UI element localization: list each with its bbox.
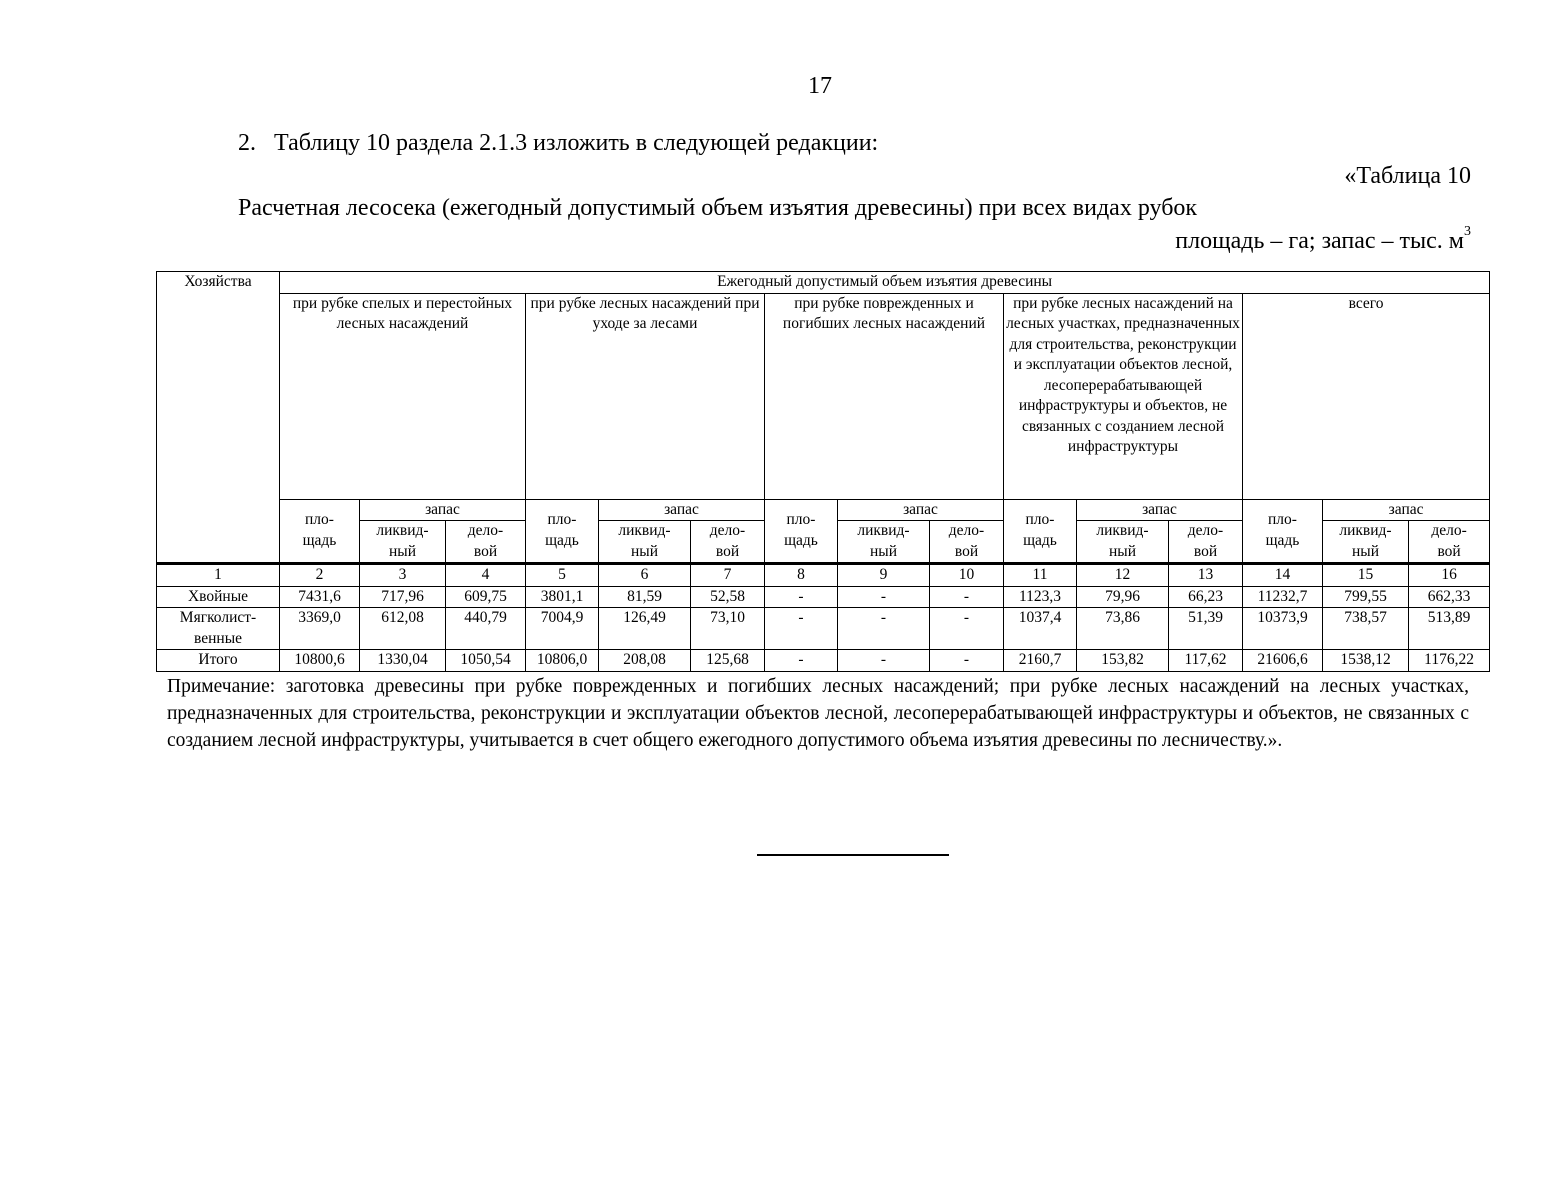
units-caption [1175,224,1471,255]
header-liquid: ликвид- ный [838,521,930,564]
header-area: пло- щадь [1004,499,1077,564]
page-number: 17 [808,73,832,99]
column-number: 5 [526,564,599,587]
header-group: при рубке спелых и перестойных лесных насаждений [280,293,526,499]
table-cell: 1123,3 [1004,586,1077,608]
table-cell: 11232,7 [1243,586,1323,608]
table-row [157,608,1490,650]
table-cell: 440,79 [446,608,526,650]
table-cell: - [930,608,1004,650]
units-text: площадь – га; запас – тыс. м [1175,228,1464,254]
header-liquid: ликвид- ный [360,521,446,564]
column-number: 14 [1243,564,1323,587]
header-group: при рубке лесных насаждений на лесных участках, предназначенных для строительства, реконструкции и эксплуатации объектов лесной, лесоперерабатывающей инфраструктуры и объектов, не связанных с созданием лесной инфраструктуры [1004,293,1243,499]
table-cell: - [930,586,1004,608]
header-farm: Хозяйства [157,272,280,564]
header-liquid: ликвид- ный [1077,521,1169,564]
table-cell: 738,57 [1323,608,1409,650]
table-title: Расчетная лесосека (ежегодный допустимый объем изъятия древесины) при всех видах рубок [238,195,1198,221]
header-business: дело- вой [691,521,765,564]
table-cell: 10373,9 [1243,608,1323,650]
table-cell: 1037,4 [1004,608,1077,650]
column-number: 6 [599,564,691,587]
header-group: всего [1243,293,1490,499]
column-number: 9 [838,564,930,587]
table-cell: 73,86 [1077,608,1169,650]
column-number: 8 [765,564,838,587]
table-cell: 2160,7 [1004,650,1077,672]
table-cell: 153,82 [1077,650,1169,672]
units-superscript: 3 [1464,224,1471,239]
table-cell: 3801,1 [526,586,599,608]
table-cell: 73,10 [691,608,765,650]
table-cell: 717,96 [360,586,446,608]
header-stock: запас [1323,499,1490,521]
column-number: 1 [157,564,280,587]
table-label: «Таблица 10 [1344,163,1471,189]
table-cell: 125,68 [691,650,765,672]
column-number: 15 [1323,564,1409,587]
row-name: Хвойные [157,586,280,608]
table-row [157,650,1490,672]
header-liquid: ликвид- ный [599,521,691,564]
header-business: дело- вой [1169,521,1243,564]
header-stock: запас [599,499,765,521]
table-cell: - [930,650,1004,672]
column-number: 3 [360,564,446,587]
column-number: 13 [1169,564,1243,587]
table-cell: - [838,608,930,650]
column-number: 16 [1409,564,1490,587]
table-cell: 10800,6 [280,650,360,672]
table-cell: 1050,54 [446,650,526,672]
header-stock: запас [838,499,1004,521]
header-business: дело- вой [1409,521,1490,564]
table-cell: - [765,608,838,650]
table-cell: 10806,0 [526,650,599,672]
column-number-row [157,564,1490,587]
header-business: дело- вой [446,521,526,564]
table-cell: 1176,22 [1409,650,1490,672]
header-area: пло- щадь [526,499,599,564]
table-cell: 51,39 [1169,608,1243,650]
header-area: пло- щадь [765,499,838,564]
table-cell: 208,08 [599,650,691,672]
table-cell: 1330,04 [360,650,446,672]
header-area: пло- щадь [1243,499,1323,564]
column-number: 4 [446,564,526,587]
table-cell: - [765,650,838,672]
table-cell: - [765,586,838,608]
table-cell: 609,75 [446,586,526,608]
table-cell: 21606,6 [1243,650,1323,672]
row-name: Итого [157,650,280,672]
header-area: пло- щадь [280,499,360,564]
header-stock: запас [360,499,526,521]
table-cell: 3369,0 [280,608,360,650]
table-cell: 126,49 [599,608,691,650]
table-cell: 7431,6 [280,586,360,608]
table-cell: 79,96 [1077,586,1169,608]
instruction-text: 2. Таблицу 10 раздела 2.1.3 изложить в следующей редакции: [238,130,879,156]
table-cell: 66,23 [1169,586,1243,608]
column-number: 7 [691,564,765,587]
table-cell: 81,59 [599,586,691,608]
header-main: Ежегодный допустимый объем изъятия древесины [280,272,1490,294]
header-stock: запас [1077,499,1243,521]
table-cell: 117,62 [1169,650,1243,672]
column-number: 10 [930,564,1004,587]
table-cell: 52,58 [691,586,765,608]
table-cell: 612,08 [360,608,446,650]
column-number: 2 [280,564,360,587]
table-cell: 662,33 [1409,586,1490,608]
header-business: дело- вой [930,521,1004,564]
column-number: 11 [1004,564,1077,587]
header-group: при рубке поврежденных и погибших лесных насаждений [765,293,1004,499]
table-cell: - [838,650,930,672]
table-cell: 1538,12 [1323,650,1409,672]
table-cell: - [838,586,930,608]
table-row [157,586,1490,608]
closing-line [757,854,949,856]
harvest-table [156,271,1490,672]
column-number: 12 [1077,564,1169,587]
row-name: Мягколист- венные [157,608,280,650]
table-cell: 7004,9 [526,608,599,650]
note-text: Примечание: заготовка древесины при рубке поврежденных и погибших лесных насаждений; при рубке лесных насаждений на лесных участках, предназначенных для строительства, реконструкции и эксплуатации объектов лесной, лесоперерабатывающей инфраструктуры и объектов, не связанных с созданием лесной инфраструктуры, учитывается в счет общего ежегодного допустимого объема изъятия древесины по лесничеству.». [167,676,1469,751]
table-cell: 799,55 [1323,586,1409,608]
header-liquid: ликвид- ный [1323,521,1409,564]
header-group: при рубке лесных насаждений при уходе за лесами [526,293,765,499]
table-cell: 513,89 [1409,608,1490,650]
